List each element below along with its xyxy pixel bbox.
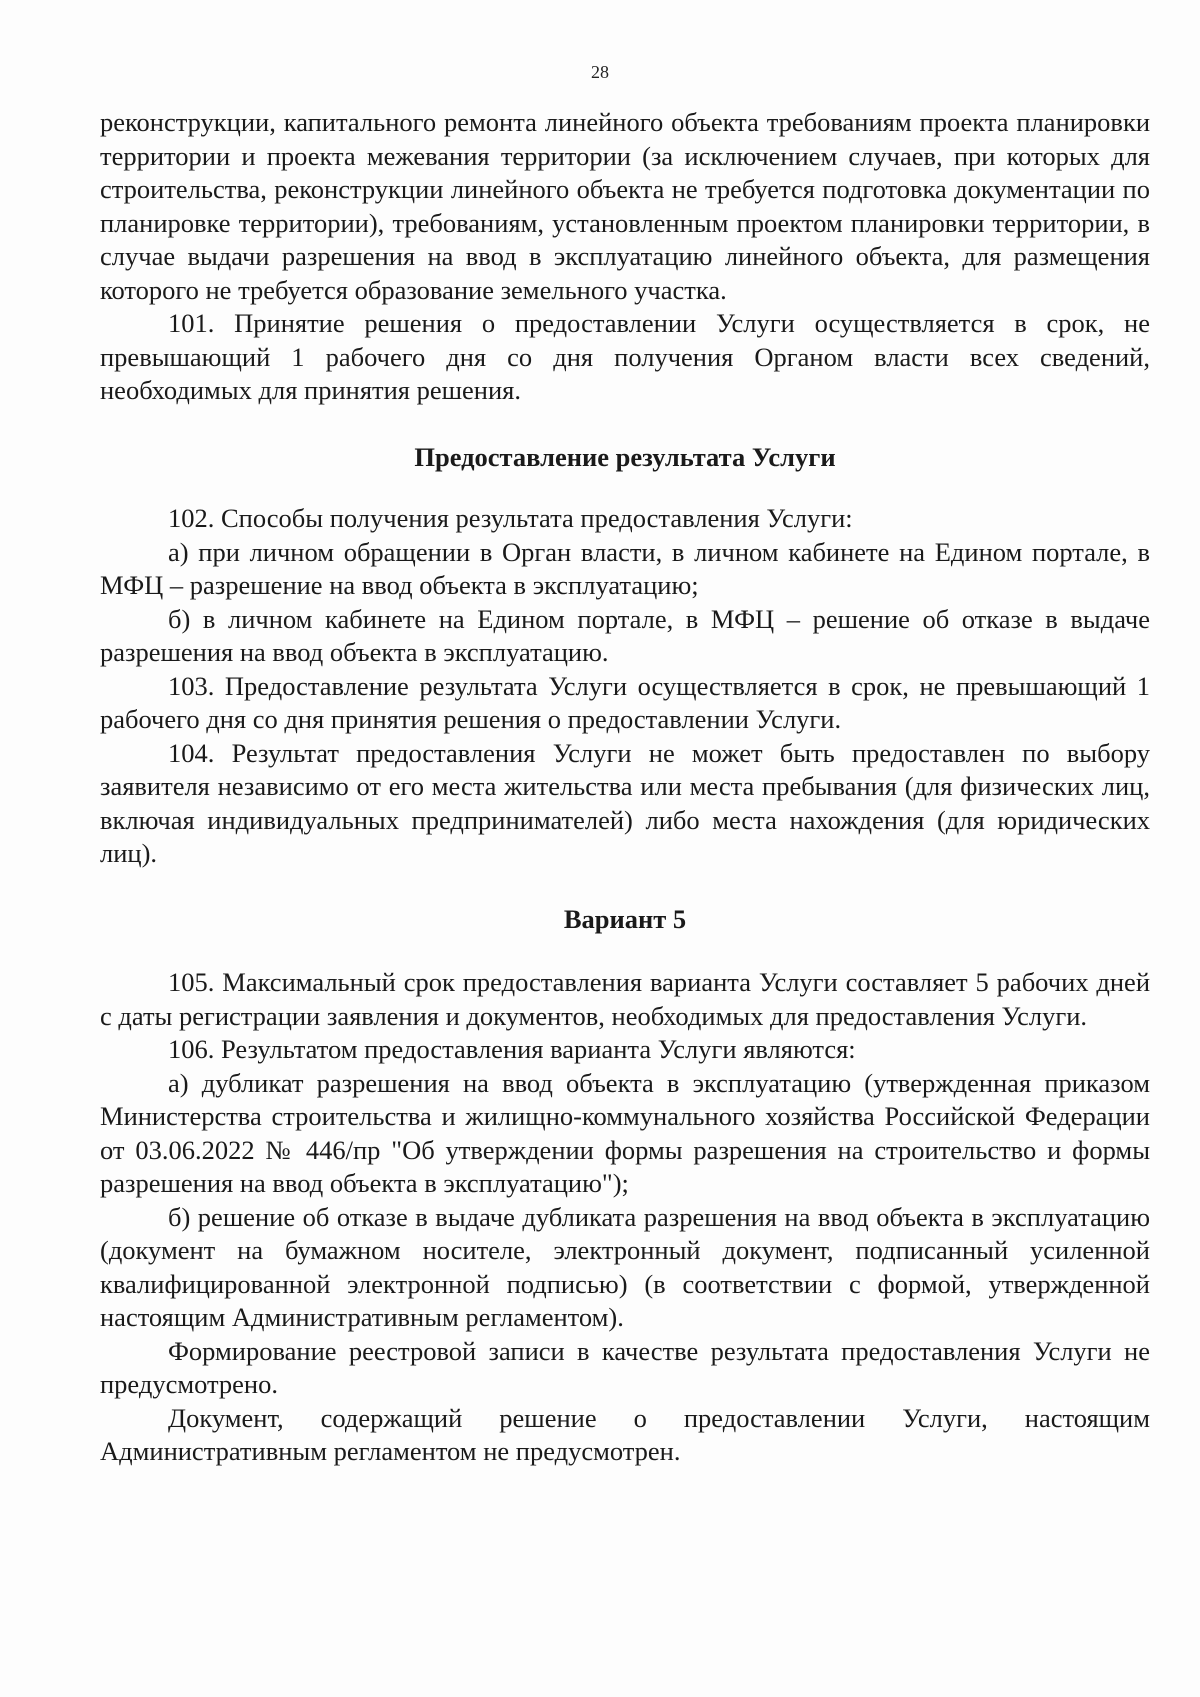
paragraph-103: 103. Предоставление результата Услуги осуществляется в срок, не превышающий 1 рабочего дня со дня принятия решения о предоставлении Услуги. [100,670,1150,734]
paragraph-registry-note: Формирование реестровой записи в качестве результата предоставления Услуги не предусмотрено. [100,1335,1150,1399]
paragraph-101: 101. Принятие решения о предоставлении Услуги осуществляется в срок, не превышающий 1 рабочего дня со дня получения Органом власти всех сведений, необходимых для принятия решения. [100,308,1150,405]
paragraph-106-b: б) решение об отказе в выдаче дубликата разрешения на ввод объекта в эксплуатацию (документ на бумажном носителе, электронный документ, подписанный усиленной квалифицированной электронной подписью) (в соответствии с формой, утвержденной настоящим Административным регламентом). [100,1201,1150,1332]
paragraph-102-a: а) при личном обращении в Орган власти, в личном кабинете на Едином портале, в МФЦ – разрешение на ввод объекта в эксплуатацию; [100,536,1150,600]
paragraph-106: 106. Результатом предоставления варианта Услуги являются: [168,1034,856,1064]
section-heading-result: Предоставление результата Услуги [414,441,836,472]
paragraph-105: 105. Максимальный срок предоставления варианта Услуги составляет 5 рабочих дней с даты регистрации заявления и документов, необходимых для предоставления Услуги. [100,967,1150,1031]
paragraph-102-b: б) в личном кабинете на Едином портале, в МФЦ – решение об отказе в выдаче разрешения на ввод объекта в эксплуатацию. [100,603,1150,667]
paragraph-document-note: Документ, содержащий решение о предоставлении Услуги, настоящим Административным регламентом не предусмотрен. [100,1402,1150,1466]
page-number: 28 [591,62,609,82]
document-body [100,106,1150,1469]
section-heading-variant: Вариант 5 [563,903,687,934]
paragraph-102: 102. Способы получения результата предоставления Услуги: [168,503,853,533]
paragraph-continuation: реконструкции, капитального ремонта линейного объекта требованиям проекта планировки территории и проекта межевания территории (за исключением случаев, при которых для строительства, реконструкции линейного объекта не требуется подготовка документации по планировке территории), требованиям, установленным проектом планировки территории, в случае выдачи разрешения на ввод в эксплуатацию линейного объекта, для размещения которого не требуется образование земельного участка. [100,107,1150,305]
paragraph-104: 104. Результат предоставления Услуги не может быть предоставлен по выбору заявителя независимо от его места жительства или места пребывания (для физических лиц, включая индивидуальных предпринимателей) либо места нахождения (для юридических лиц). [100,737,1150,868]
paragraph-106-a: а) дубликат разрешения на ввод объекта в эксплуатацию (утвержденная приказом Министерства строительства и жилищно-коммунального хозяйства Российской Федерации от 03.06.2022 № 446/пр "Об утверждении формы разрешения на строительство и формы разрешения на ввод объекта в эксплуатацию"); [100,1067,1150,1198]
